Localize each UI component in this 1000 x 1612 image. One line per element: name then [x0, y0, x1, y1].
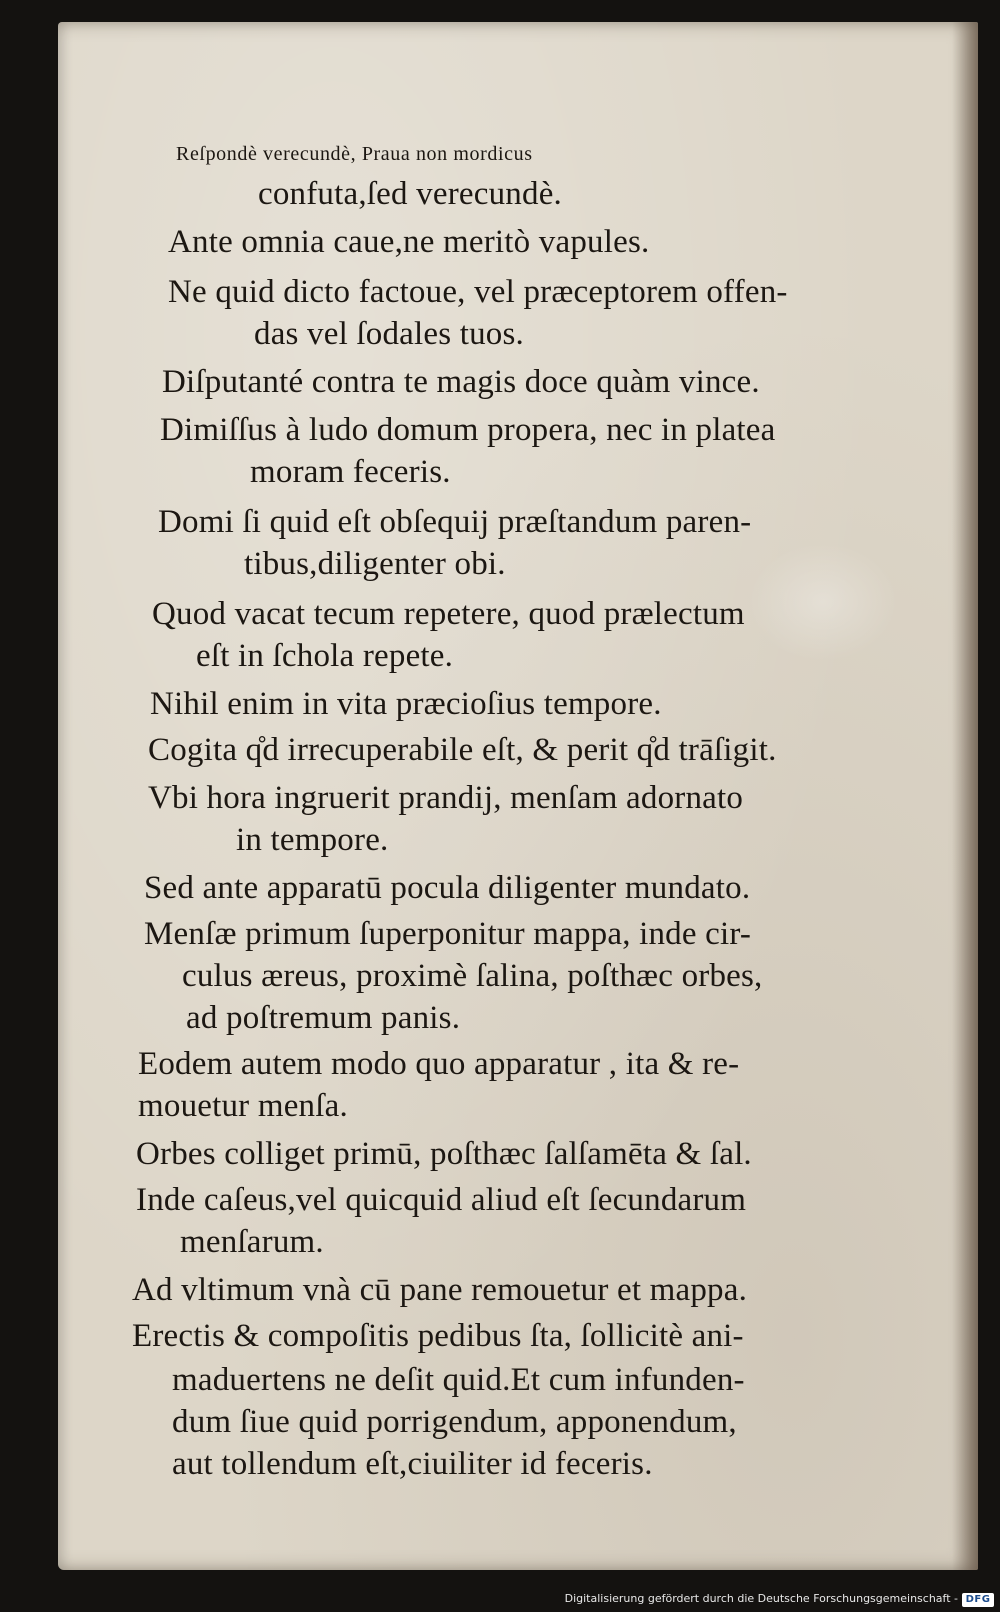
- text-line: menſarum.: [180, 1224, 324, 1260]
- text-line: Domi ſi quid eſt obſequij præſtandum paren-: [158, 504, 752, 540]
- text-line: Sed ante apparatū pocula diligenter mundato.: [144, 870, 751, 906]
- page-text-block: [58, 22, 978, 1570]
- text-line: das vel ſodales tuos.: [254, 316, 524, 352]
- text-line: ad poſtremum panis.: [186, 1000, 461, 1036]
- text-line: Orbes colliget primū, poſthæc ſalſamēta & ſal.: [136, 1136, 752, 1172]
- text-line: confuta,ſed verecundè.: [258, 176, 562, 212]
- text-line: culus æreus, proximè ſalina, poſthæc orbes,: [182, 958, 763, 994]
- text-line: Diſputanté contra te magis doce quàm vince.: [162, 364, 760, 400]
- dfg-logo: DFG: [962, 1593, 994, 1607]
- text-line: in tempore.: [236, 822, 389, 858]
- text-line: Menſæ primum ſuperponitur mappa, inde cir-: [144, 916, 752, 952]
- text-line: mouetur menſa.: [138, 1088, 348, 1124]
- text-line: Vbi hora ingruerit prandij, menſam adornato: [148, 780, 744, 816]
- text-line: Ante omnia caue,ne meritò vapules.: [168, 224, 650, 260]
- book-page: [58, 22, 978, 1570]
- text-line: dum ſiue quid porrigendum, apponendum,: [172, 1404, 737, 1440]
- text-line: moram feceris.: [250, 454, 451, 490]
- text-line: Erectis & compoſitis pedibus ſta, ſollicitè ani-: [132, 1318, 744, 1354]
- text-line: Quod vacat tecum repetere, quod prælectum: [152, 596, 745, 632]
- text-line: Eodem autem modo quo apparatur , ita & re-: [138, 1046, 740, 1082]
- text-line: Inde caſeus,vel quicquid aliud eſt ſecundarum: [136, 1182, 747, 1218]
- text-line: Ne quid dicto factoue, vel præceptorem offen-: [168, 274, 788, 310]
- text-line: Dimiſſus à ludo domum propera, nec in platea: [160, 412, 776, 448]
- text-line: Cogita q̊d irrecuperabile eſt, & perit q̊d trāſigit.: [148, 732, 777, 768]
- text-line: tibus,diligenter obi.: [244, 546, 506, 582]
- text-line: Ad vltimum vnà cū pane remouetur et mappa.: [132, 1272, 748, 1308]
- text-line: Nihil enim in vita præcioſius tempore.: [150, 686, 662, 722]
- text-line: maduertens ne deſit quid.Et cum infunden-: [172, 1362, 745, 1398]
- text-line: Reſpondè verecundè, Praua non mordicus: [176, 143, 533, 165]
- text-line: eſt in ſchola repete.: [196, 638, 454, 674]
- text-line: aut tollendum eſt,ciuiliter id feceris.: [172, 1446, 653, 1482]
- digitization-credit: Digitalisierung gefördert durch die Deutsche Forschungsgemeinschaft -: [564, 1592, 958, 1605]
